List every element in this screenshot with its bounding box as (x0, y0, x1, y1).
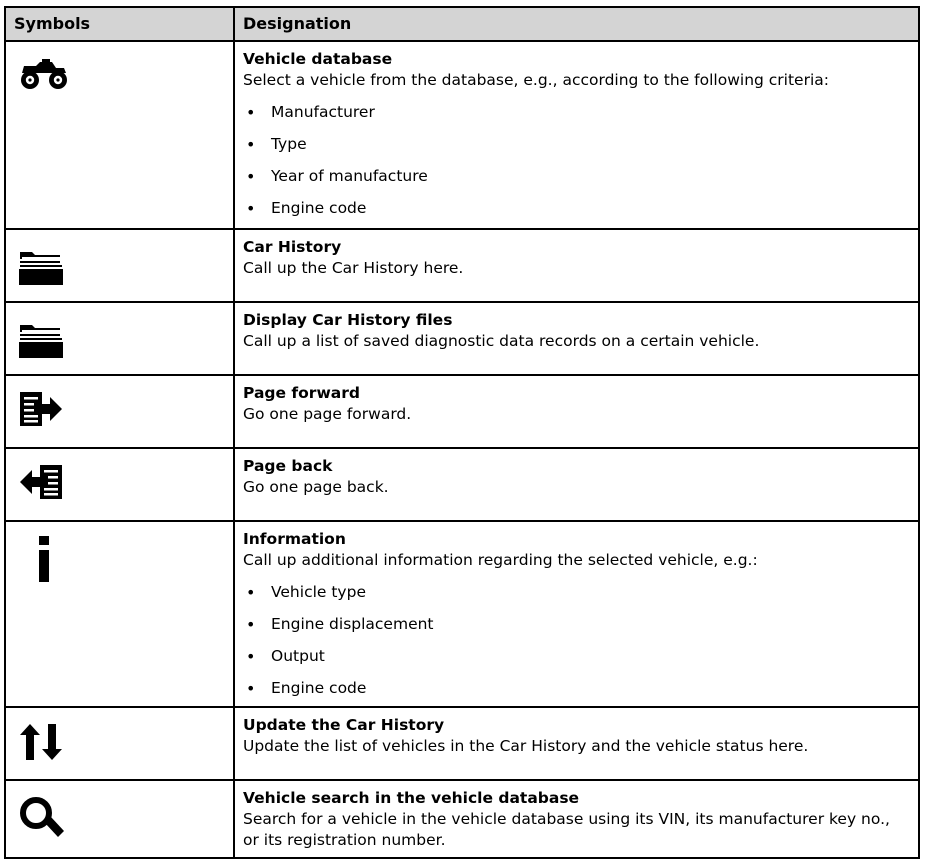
header-designation: Designation (234, 7, 919, 41)
info-list (243, 582, 910, 699)
list-item: • Type (243, 134, 910, 155)
row-title: Vehicle database (243, 50, 393, 68)
designation-cell (234, 302, 919, 375)
row-description: Update the list of vehicles in the Car History and the vehicle status here. (243, 737, 809, 755)
row-description: Go one page back. (243, 478, 389, 496)
designation-cell (234, 780, 919, 858)
table-row (5, 302, 919, 375)
designation-cell (234, 707, 919, 780)
row-description: Call up a list of saved diagnostic data records on a certain vehicle. (243, 332, 760, 350)
list-item: • Engine code (243, 678, 910, 699)
designation-cell (234, 41, 919, 229)
header-symbols: Symbols (5, 7, 234, 41)
page-back-icon (18, 463, 233, 501)
row-title: Car History (243, 238, 342, 256)
table-header-row (5, 7, 919, 41)
search-icon (18, 795, 233, 841)
list-item: • Engine displacement (243, 614, 910, 635)
table-row (5, 448, 919, 521)
row-description: Go one page forward. (243, 405, 412, 423)
symbol-cell (5, 521, 234, 707)
list-item: • Engine code (243, 198, 910, 219)
designation-cell (234, 375, 919, 448)
row-title: Page forward (243, 384, 360, 402)
symbol-cell (5, 375, 234, 448)
list-item: • Output (243, 646, 910, 667)
symbol-cell (5, 229, 234, 302)
symbol-cell (5, 780, 234, 858)
table-row (5, 521, 919, 707)
designation-cell (234, 521, 919, 707)
page-forward-icon (18, 390, 233, 428)
row-title: Display Car History files (243, 311, 453, 329)
criteria-list (243, 102, 910, 219)
table-row (5, 707, 919, 780)
symbols-table (4, 6, 920, 859)
quad-bike-icon (18, 56, 233, 90)
row-title: Page back (243, 457, 333, 475)
list-item: • Year of manufacture (243, 166, 910, 187)
symbol-cell (5, 41, 234, 229)
row-description: Search for a vehicle in the vehicle database using its VIN, its manufacturer key no., or its registration number. (243, 810, 890, 849)
info-icon (36, 536, 233, 584)
row-description: Select a vehicle from the database, e.g., according to the following criteria: (243, 71, 829, 89)
folder-icon (18, 321, 233, 359)
symbol-cell (5, 302, 234, 375)
symbol-cell (5, 707, 234, 780)
folder-icon (18, 248, 233, 286)
row-title: Information (243, 530, 346, 548)
update-arrows-icon (18, 722, 233, 762)
symbol-cell (5, 448, 234, 521)
list-item: • Manufacturer (243, 102, 910, 123)
table-row (5, 229, 919, 302)
table-row (5, 780, 919, 858)
list-item: • Vehicle type (243, 582, 910, 603)
designation-cell (234, 229, 919, 302)
table-row (5, 41, 919, 229)
row-description: Call up additional information regarding the selected vehicle, e.g.: (243, 551, 758, 569)
table-row (5, 375, 919, 448)
row-title: Vehicle search in the vehicle database (243, 789, 580, 807)
row-description: Call up the Car History here. (243, 259, 464, 277)
row-title: Update the Car History (243, 716, 445, 734)
designation-cell (234, 448, 919, 521)
